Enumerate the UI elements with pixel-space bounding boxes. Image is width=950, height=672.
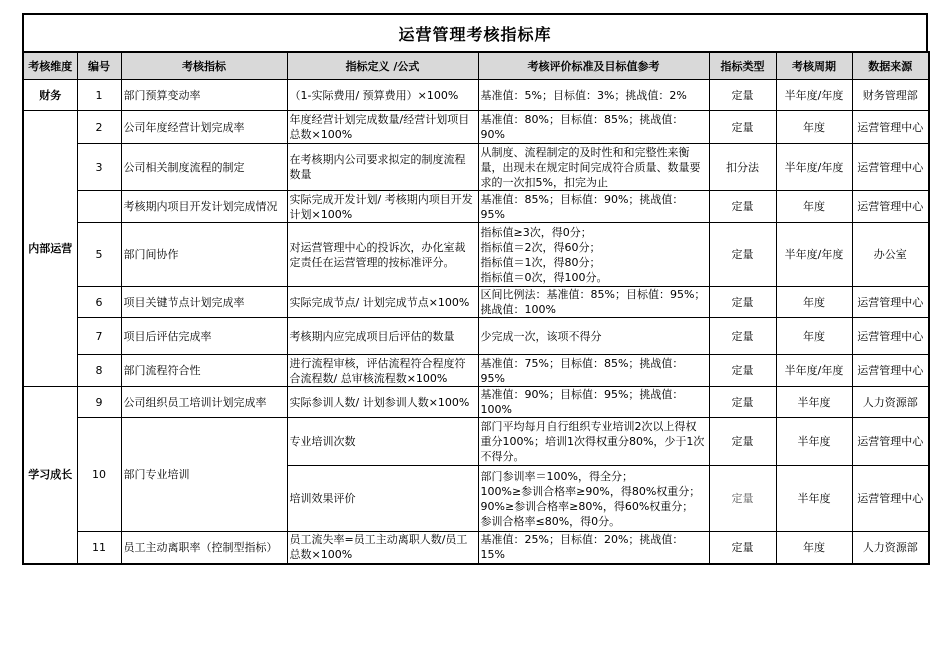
table-row [23,287,929,318]
definition-cell: 培训效果评价 [287,466,478,532]
period-cell: 半年度 [776,418,852,466]
period-cell: 半年度 [776,387,852,418]
indicator-table [22,51,930,565]
number-cell: 1 [77,80,121,111]
number-cell: 5 [77,223,121,287]
dimension-cell: 财务 [23,80,77,111]
period-cell: 年度 [776,191,852,223]
definition-cell: 员工流失率=员工主动离职人数/员工总数×100% [287,532,478,564]
period-cell: 半年度/年度 [776,144,852,191]
indicator-cell: 部门预算变动率 [121,80,287,111]
indicator-cell: 部门间协作 [121,223,287,287]
period-cell: 年度 [776,287,852,318]
criteria-cell: 基准值：85%；目标值：90%；挑战值：95% [478,191,709,223]
number-cell [77,191,121,223]
source-cell: 运营管理中心 [852,144,929,191]
criteria-cell: 基准值：25%；目标值：20%；挑战值：15% [478,532,709,564]
number-cell: 10 [77,418,121,532]
table-row [23,418,929,466]
header-definition: 指标定义 /公式 [287,52,478,80]
header-dimension: 考核维度 [23,52,77,80]
source-cell: 人力资源部 [852,387,929,418]
period-cell: 年度 [776,532,852,564]
definition-cell: 进行流程审核，评估流程符合程度符合流程数/ 总审核流程数×100% [287,355,478,387]
indicator-cell: 考核期内项目开发计划完成情况 [121,191,287,223]
type-cell: 定量 [709,532,776,564]
period-cell: 年度 [776,111,852,144]
definition-cell: 实际参训人数/ 计划参训人数×100% [287,387,478,418]
header-indicator: 考核指标 [121,52,287,80]
indicator-cell: 项目关键节点计划完成率 [121,287,287,318]
criteria-cell: 部门平均每月自行组织专业培训2次以上得权重分100%；培训1次得权重分80%，少于1次不得分。 [478,418,709,466]
table-row [23,318,929,355]
definition-cell: （1-实际费用/ 预算费用）×100% [287,80,478,111]
number-cell: 2 [77,111,121,144]
indicator-cell: 部门流程符合性 [121,355,287,387]
source-cell: 人力资源部 [852,532,929,564]
definition-cell: 对运营管理中心的投诉次，办化室裁定责任在运营管理的按标准评分。 [287,223,478,287]
period-cell: 半年度 [776,466,852,532]
header-row [23,52,929,80]
type-cell: 定量 [709,191,776,223]
criteria-cell: 基准值：5%；目标值：3%；挑战值：2% [478,80,709,111]
definition-cell: 考核期内应完成项目后评估的数量 [287,318,478,355]
period-cell: 半年度/年度 [776,355,852,387]
definition-cell: 年度经营计划完成数量/经营计划项目总数×100% [287,111,478,144]
table-row [23,191,929,223]
criteria-cell: 基准值：80%；目标值：85%；挑战值：90% [478,111,709,144]
source-cell: 运营管理中心 [852,355,929,387]
criteria-cell: 指标值≥3次，得0分； 指标值＝2次，得60分； 指标值＝1次，得80分； 指标值＝0次，得100分。 [478,223,709,287]
type-cell: 定量 [709,355,776,387]
number-cell: 7 [77,318,121,355]
table-row [23,80,929,111]
source-cell: 运营管理中心 [852,318,929,355]
indicator-cell: 员工主动离职率（控制型指标） [121,532,287,564]
indicator-cell: 公司相关制度流程的制定 [121,144,287,191]
definition-cell: 实际完成节点/ 计划完成节点×100% [287,287,478,318]
sheet-title: 运营管理考核指标库 [22,13,928,51]
number-cell: 3 [77,144,121,191]
table-row [23,532,929,564]
table-row [23,223,929,287]
definition-cell: 实际完成开发计划/ 考核期内项目开发计划×100% [287,191,478,223]
source-cell: 运营管理中心 [852,418,929,466]
criteria-cell: 部门参训率＝100%，得全分； 100%≥参训合格率≥90%，得80%权重分； 90%≥参训合格率≥80%，得60%权重分； 参训合格率≤80%，得0分。 [478,466,709,532]
type-cell: 扣分法 [709,144,776,191]
indicator-cell: 部门专业培训 [121,418,287,532]
period-cell: 半年度/年度 [776,80,852,111]
indicator-cell: 公司组织员工培训计划完成率 [121,387,287,418]
header-source: 数据来源 [852,52,929,80]
header-type: 指标类型 [709,52,776,80]
indicator-cell: 公司年度经营计划完成率 [121,111,287,144]
type-cell: 定量 [709,111,776,144]
type-cell: 定量 [709,80,776,111]
spreadsheet [22,13,928,565]
header-number: 编号 [77,52,121,80]
header-criteria: 考核评价标准及目标值参考 [478,52,709,80]
source-cell: 运营管理中心 [852,191,929,223]
number-cell: 6 [77,287,121,318]
source-cell: 运营管理中心 [852,466,929,532]
criteria-cell: 区间比例法：基准值：85%；目标值：95%；挑战值：100% [478,287,709,318]
number-cell: 8 [77,355,121,387]
table-row [23,144,929,191]
definition-cell: 在考核期内公司要求拟定的制度流程数量 [287,144,478,191]
source-cell: 财务管理部 [852,80,929,111]
type-cell: 定量 [709,223,776,287]
dimension-cell: 学习成长 [23,387,77,564]
number-cell: 9 [77,387,121,418]
definition-cell: 专业培训次数 [287,418,478,466]
period-cell: 半年度/年度 [776,223,852,287]
criteria-cell: 少完成一次，该项不得分 [478,318,709,355]
indicator-cell: 项目后评估完成率 [121,318,287,355]
header-period: 考核周期 [776,52,852,80]
criteria-cell: 基准值：90%；目标值：95%；挑战值：100% [478,387,709,418]
type-cell: 定量 [709,287,776,318]
period-cell: 年度 [776,318,852,355]
source-cell: 运营管理中心 [852,287,929,318]
source-cell: 运营管理中心 [852,111,929,144]
dimension-cell: 内部运营 [23,111,77,387]
table-row [23,111,929,144]
type-cell: 定量 [709,318,776,355]
number-cell: 11 [77,532,121,564]
table-row [23,355,929,387]
type-cell: 定量 [709,418,776,466]
criteria-cell: 基准值：75%；目标值：85%；挑战值：95% [478,355,709,387]
type-cell: 定量 [709,387,776,418]
criteria-cell: 从制度、流程制定的及时性和和完整性来衡量，出现未在规定时间完成符合质量、数量要求的一次扣5%，扣完为止 [478,144,709,191]
source-cell: 办公室 [852,223,929,287]
table-row [23,387,929,418]
type-cell: 定量 [709,466,776,532]
